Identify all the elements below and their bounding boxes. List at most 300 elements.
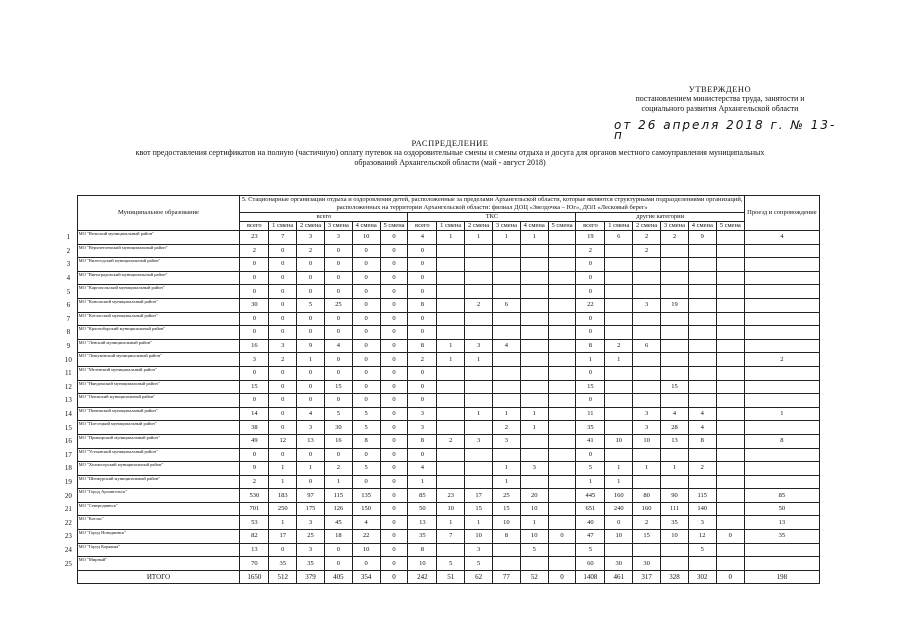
quota-cell: 0 <box>352 353 380 367</box>
quota-cell <box>744 285 819 299</box>
table-row <box>60 326 820 340</box>
quota-cell: 3 <box>408 421 437 435</box>
quota-cell: 50 <box>744 502 819 516</box>
shift-subheader: 2 смена <box>297 222 325 231</box>
quota-cell: 140 <box>688 502 716 516</box>
quota-cell <box>688 298 716 312</box>
quota-cell: 0 <box>380 380 408 394</box>
quota-cell: 13 <box>744 516 819 530</box>
quota-cell <box>688 244 716 258</box>
quota-cell <box>492 557 520 571</box>
handwritten-date: от 26 апреля 2018 г. № 13-п <box>614 118 837 142</box>
quota-cell: 5 <box>688 543 716 557</box>
quota-cell: 0 <box>324 312 352 326</box>
quota-cell: 15 <box>633 530 661 544</box>
total-cell: 379 <box>297 570 325 584</box>
quota-cell: 19 <box>576 231 605 245</box>
quota-cell <box>437 326 465 340</box>
quota-cell <box>688 557 716 571</box>
quota-cell: 8 <box>744 434 819 448</box>
table-row <box>60 394 820 408</box>
quota-cell <box>633 448 661 462</box>
quota-cell: 5 <box>465 557 493 571</box>
quota-cell <box>661 543 689 557</box>
quota-cell: 0 <box>576 258 605 272</box>
quota-cell: 6 <box>492 298 520 312</box>
quota-cell: 0 <box>380 271 408 285</box>
quota-cell <box>548 285 576 299</box>
quota-cell: 4 <box>688 421 716 435</box>
municipality-name: МО "Онежский муниципальный район" <box>77 394 240 408</box>
municipality-name: МО "Няндомский муниципальный район" <box>77 380 240 394</box>
table-row <box>60 285 820 299</box>
quota-cell: 1 <box>576 353 605 367</box>
quota-cell: 183 <box>269 489 297 503</box>
quota-cell <box>548 339 576 353</box>
quota-cell <box>520 244 548 258</box>
quota-cell: 10 <box>492 516 520 530</box>
quota-cell <box>520 353 548 367</box>
quota-cell: 8 <box>408 543 437 557</box>
quota-cell: 0 <box>240 258 269 272</box>
quota-cell: 3 <box>633 298 661 312</box>
quota-cell <box>548 312 576 326</box>
table-row <box>60 298 820 312</box>
quota-cell <box>688 394 716 408</box>
quota-cell <box>744 475 819 489</box>
quota-cell <box>520 285 548 299</box>
quota-cell: 10 <box>605 530 633 544</box>
quota-cell <box>716 502 744 516</box>
quota-cell: 0 <box>269 298 297 312</box>
quota-cell: 10 <box>352 231 380 245</box>
quota-cell: 1 <box>492 475 520 489</box>
row-number: 2 <box>66 246 71 255</box>
quota-cell <box>633 543 661 557</box>
quota-cell: 1 <box>576 475 605 489</box>
quota-cell: 135 <box>352 489 380 503</box>
quota-cell: 0 <box>408 258 437 272</box>
quota-cell <box>605 298 633 312</box>
quota-cell <box>633 285 661 299</box>
quota-cell: 1 <box>465 231 493 245</box>
table-row <box>60 339 820 353</box>
quota-cell <box>548 421 576 435</box>
quota-cell <box>492 285 520 299</box>
quota-cell <box>688 285 716 299</box>
quota-cell: 3 <box>297 543 325 557</box>
total-cell: 0 <box>716 570 744 584</box>
quota-cell: 1 <box>492 231 520 245</box>
quota-cell: 0 <box>269 271 297 285</box>
quota-cell: 10 <box>605 434 633 448</box>
quota-cell: 0 <box>297 380 325 394</box>
shift-subheader: 1 смена <box>605 222 633 231</box>
quota-cell <box>688 448 716 462</box>
quota-cell: 82 <box>240 530 269 544</box>
quota-cell <box>716 516 744 530</box>
quota-cell <box>661 366 689 380</box>
other-group-header: другие категории <box>576 213 744 222</box>
quota-cell: 5 <box>576 462 605 476</box>
quota-cell <box>548 543 576 557</box>
quota-cell: 0 <box>324 285 352 299</box>
quota-cell <box>661 326 689 340</box>
quota-cell: 41 <box>576 434 605 448</box>
quota-cell <box>744 557 819 571</box>
municipality-name: МО "Мезенский муниципальный район" <box>77 366 240 380</box>
quota-cell: 0 <box>240 448 269 462</box>
quota-cell: 0 <box>352 475 380 489</box>
approval-line-1: постановлением министерства труда, занятости и <box>635 94 805 103</box>
title-line-1: квот предоставления сертификатов на полную (частичную) оплату путевок на оздоровительные смены и смены отдыха и досуга для органов местного самоуправления муниципальных <box>135 148 765 157</box>
table-row <box>60 380 820 394</box>
quota-cell: 30 <box>633 557 661 571</box>
quota-cell: 12 <box>688 530 716 544</box>
quota-cell: 2 <box>465 298 493 312</box>
total-cell: 1650 <box>240 570 269 584</box>
municipality-name: МО "Ленский муниципальный район" <box>77 339 240 353</box>
quota-cell <box>605 380 633 394</box>
quota-cell: 7 <box>437 530 465 544</box>
table-row <box>60 366 820 380</box>
row-number: 18 <box>64 464 72 473</box>
quota-cell: 0 <box>408 380 437 394</box>
quota-cell <box>437 258 465 272</box>
quota-cell: 8 <box>688 434 716 448</box>
quota-cell <box>716 380 744 394</box>
quota-cell <box>548 516 576 530</box>
quota-cell <box>744 448 819 462</box>
quota-cell: 0 <box>380 462 408 476</box>
quota-cell <box>688 366 716 380</box>
quota-cell: 97 <box>297 489 325 503</box>
quota-cell: 16 <box>324 434 352 448</box>
quota-cell <box>744 258 819 272</box>
quota-cell: 0 <box>380 448 408 462</box>
quota-cell <box>548 326 576 340</box>
quota-cell: 30 <box>240 298 269 312</box>
quota-cell <box>688 326 716 340</box>
quota-cell: 1 <box>520 516 548 530</box>
quota-cell <box>716 421 744 435</box>
quota-cell <box>437 475 465 489</box>
quota-cell: 0 <box>269 407 297 421</box>
quota-cell: 0 <box>297 394 325 408</box>
quota-cell: 2 <box>240 244 269 258</box>
quota-cell: 2 <box>297 244 325 258</box>
quota-cell: 1 <box>492 462 520 476</box>
quota-cell: 0 <box>324 557 352 571</box>
quota-cell <box>465 421 493 435</box>
quota-cell: 35 <box>744 530 819 544</box>
quota-cell: 1 <box>437 339 465 353</box>
quota-cell: 2 <box>633 244 661 258</box>
quota-cell <box>688 312 716 326</box>
quota-cell <box>688 380 716 394</box>
quota-cell: 3 <box>520 462 548 476</box>
quota-cell: 2 <box>744 353 819 367</box>
quota-cell: 0 <box>240 394 269 408</box>
quota-cell <box>605 285 633 299</box>
quota-cell: 0 <box>380 557 408 571</box>
quota-cell <box>633 271 661 285</box>
quota-cell: 0 <box>269 394 297 408</box>
municipality-name: МО "Коношский муниципальный район" <box>77 298 240 312</box>
quota-cell <box>548 434 576 448</box>
quota-cell: 17 <box>465 489 493 503</box>
total-cell: 302 <box>688 570 716 584</box>
quota-cell: 0 <box>297 475 325 489</box>
quota-cell <box>716 231 744 245</box>
quota-cell: 90 <box>661 489 689 503</box>
quota-cell: 0 <box>297 366 325 380</box>
quota-cell: 19 <box>661 298 689 312</box>
quota-cell: 3 <box>465 434 493 448</box>
quota-cell: 1 <box>605 475 633 489</box>
quota-cell: 18 <box>324 530 352 544</box>
total-cell: 77 <box>492 570 520 584</box>
quota-cell <box>716 244 744 258</box>
quota-cell: 2 <box>324 462 352 476</box>
quota-cell: 2 <box>437 434 465 448</box>
table-row <box>60 502 820 516</box>
quota-cell: 0 <box>380 516 408 530</box>
quota-cell: 0 <box>352 271 380 285</box>
shift-subheader: 2 смена <box>465 222 493 231</box>
quota-cell <box>465 448 493 462</box>
quota-cell <box>716 312 744 326</box>
quota-cell: 0 <box>380 394 408 408</box>
quota-cell: 0 <box>380 298 408 312</box>
total-cell: 328 <box>661 570 689 584</box>
quota-cell: 3 <box>324 231 352 245</box>
approval-line-2: социального развития Архангельской области <box>641 104 799 113</box>
quota-cell: 4 <box>297 407 325 421</box>
quota-cell <box>465 312 493 326</box>
municipality-name: МО "Город Коряжма" <box>77 543 240 557</box>
quota-cell <box>744 271 819 285</box>
row-number: 16 <box>64 437 72 446</box>
total-cell: 317 <box>633 570 661 584</box>
quota-cell <box>688 353 716 367</box>
quota-cell: 0 <box>269 543 297 557</box>
quota-cell <box>744 339 819 353</box>
quota-cell <box>661 475 689 489</box>
municipality-name: МО "Холмогорский муниципальный район" <box>77 462 240 476</box>
quota-cell: 9 <box>297 339 325 353</box>
quota-cell: 45 <box>324 516 352 530</box>
quota-cell <box>465 366 493 380</box>
row-number: 10 <box>64 355 72 364</box>
title-main: РАСПРЕДЕЛЕНИЕ <box>411 138 489 148</box>
quota-cell: 0 <box>408 326 437 340</box>
quota-cell: 3 <box>633 421 661 435</box>
row-number: 22 <box>64 518 72 527</box>
quota-cell: 0 <box>269 448 297 462</box>
quota-cell: 11 <box>576 407 605 421</box>
shift-subheader: всего <box>240 222 269 231</box>
quota-cell <box>605 394 633 408</box>
quota-cell <box>520 557 548 571</box>
quota-cell: 1 <box>437 231 465 245</box>
quota-cell: 10 <box>437 502 465 516</box>
quota-cell: 28 <box>661 421 689 435</box>
quota-cell: 47 <box>576 530 605 544</box>
shift-subheader: 4 смена <box>352 222 380 231</box>
quota-cell <box>688 339 716 353</box>
table-row <box>60 516 820 530</box>
quota-cell <box>744 298 819 312</box>
municipality-name: МО "Виноградовский муниципальный район" <box>77 271 240 285</box>
quota-cell <box>492 353 520 367</box>
quota-cell: 0 <box>408 366 437 380</box>
quota-cell: 0 <box>380 326 408 340</box>
quota-cell: 2 <box>688 462 716 476</box>
title-line-2: образований Архангельской области (май - август 2018) <box>354 158 546 167</box>
quota-cell: 4 <box>408 462 437 476</box>
quota-cell: 1 <box>297 353 325 367</box>
quota-cell: 30 <box>324 421 352 435</box>
quota-cell: 0 <box>352 448 380 462</box>
quota-cell: 0 <box>352 394 380 408</box>
quota-cell <box>548 380 576 394</box>
shift-subheader: 5 смена <box>380 222 408 231</box>
total-cell: 0 <box>380 570 408 584</box>
quota-cell: 0 <box>716 530 744 544</box>
table-row <box>60 475 820 489</box>
quota-cell <box>633 258 661 272</box>
quota-cell <box>520 326 548 340</box>
quota-cell <box>688 258 716 272</box>
table-row <box>60 231 820 245</box>
approval-heading: УТВЕРЖДЕНО <box>688 84 752 94</box>
quota-cell: 3 <box>408 407 437 421</box>
quota-cell <box>437 271 465 285</box>
shift-subheader: всего <box>576 222 605 231</box>
quota-cell <box>716 285 744 299</box>
quota-cell: 15 <box>492 502 520 516</box>
quota-cell: 1 <box>633 462 661 476</box>
quota-cell: 15 <box>576 380 605 394</box>
quota-cell: 12 <box>269 434 297 448</box>
quota-cell: 651 <box>576 502 605 516</box>
shift-subheader: 3 смена <box>661 222 689 231</box>
quota-cell: 0 <box>352 326 380 340</box>
municipality-name: МО "Котласский муниципальный район" <box>77 312 240 326</box>
approval-block <box>600 84 840 140</box>
table-row <box>60 353 820 367</box>
quota-cell: 0 <box>408 244 437 258</box>
quota-cell: 0 <box>297 312 325 326</box>
quota-cell <box>716 407 744 421</box>
table-row <box>60 557 820 571</box>
shift-subheader: 5 смена <box>548 222 576 231</box>
quota-cell: 13 <box>661 434 689 448</box>
quota-cell <box>548 475 576 489</box>
quota-cell: 1 <box>605 462 633 476</box>
quota-cell <box>520 312 548 326</box>
quota-cell: 0 <box>324 543 352 557</box>
quota-cell <box>716 271 744 285</box>
municipality-column-header: Муниципальное образование <box>77 196 240 231</box>
quota-cell <box>716 543 744 557</box>
quota-cell <box>548 557 576 571</box>
quota-cell: 0 <box>380 543 408 557</box>
quota-cell: 0 <box>352 244 380 258</box>
quota-cell <box>633 312 661 326</box>
municipality-name: МО "Верхнетоемский муниципальный район" <box>77 244 240 258</box>
quota-cell: 1 <box>324 475 352 489</box>
quota-cell: 0 <box>297 448 325 462</box>
quota-cell: 0 <box>548 530 576 544</box>
quota-cell: 0 <box>576 312 605 326</box>
quota-cell <box>437 407 465 421</box>
quota-cell <box>492 543 520 557</box>
quota-cell: 0 <box>269 258 297 272</box>
quota-cell: 0 <box>269 326 297 340</box>
municipality-name: МО "Котлас" <box>77 516 240 530</box>
quota-cell: 0 <box>408 448 437 462</box>
quota-cell <box>492 448 520 462</box>
quota-cell: 5 <box>520 543 548 557</box>
quota-cell: 6 <box>633 339 661 353</box>
municipality-name: МО "Вилегодский муниципальный район" <box>77 258 240 272</box>
quota-cell: 8 <box>492 530 520 544</box>
quota-cell <box>744 394 819 408</box>
quota-cell: 5 <box>324 407 352 421</box>
quota-cell: 1 <box>520 407 548 421</box>
quota-cell: 0 <box>605 516 633 530</box>
quota-cell: 85 <box>408 489 437 503</box>
quota-cell <box>661 353 689 367</box>
quota-cell: 0 <box>380 434 408 448</box>
row-number: 9 <box>66 342 71 351</box>
quota-cell <box>716 394 744 408</box>
municipality-name: МО "Город Архангельск" <box>77 489 240 503</box>
quota-cell: 0 <box>352 366 380 380</box>
quota-cell: 3 <box>492 434 520 448</box>
quota-cell: 0 <box>352 298 380 312</box>
quota-cell <box>437 312 465 326</box>
quota-cell <box>437 380 465 394</box>
quota-cell: 0 <box>380 258 408 272</box>
quota-cell: 2 <box>269 353 297 367</box>
quota-cell <box>716 298 744 312</box>
number-column-header <box>60 196 77 231</box>
quota-cell: 0 <box>380 366 408 380</box>
quota-cell <box>437 394 465 408</box>
quota-cell: 25 <box>492 489 520 503</box>
quota-cell <box>437 366 465 380</box>
quota-cell: 160 <box>605 489 633 503</box>
quota-cell <box>688 271 716 285</box>
total-cell: 354 <box>352 570 380 584</box>
quota-cell: 1 <box>465 407 493 421</box>
quota-cell: 0 <box>297 285 325 299</box>
quota-cell <box>492 326 520 340</box>
quota-cell <box>437 448 465 462</box>
quota-cell: 2 <box>605 339 633 353</box>
quota-cell <box>520 339 548 353</box>
quota-cell: 10 <box>352 543 380 557</box>
quota-cell <box>492 312 520 326</box>
quota-cell: 0 <box>576 326 605 340</box>
quota-cell: 0 <box>380 475 408 489</box>
quota-cell <box>465 271 493 285</box>
total-cell: 52 <box>520 570 548 584</box>
quota-cell: 35 <box>408 530 437 544</box>
